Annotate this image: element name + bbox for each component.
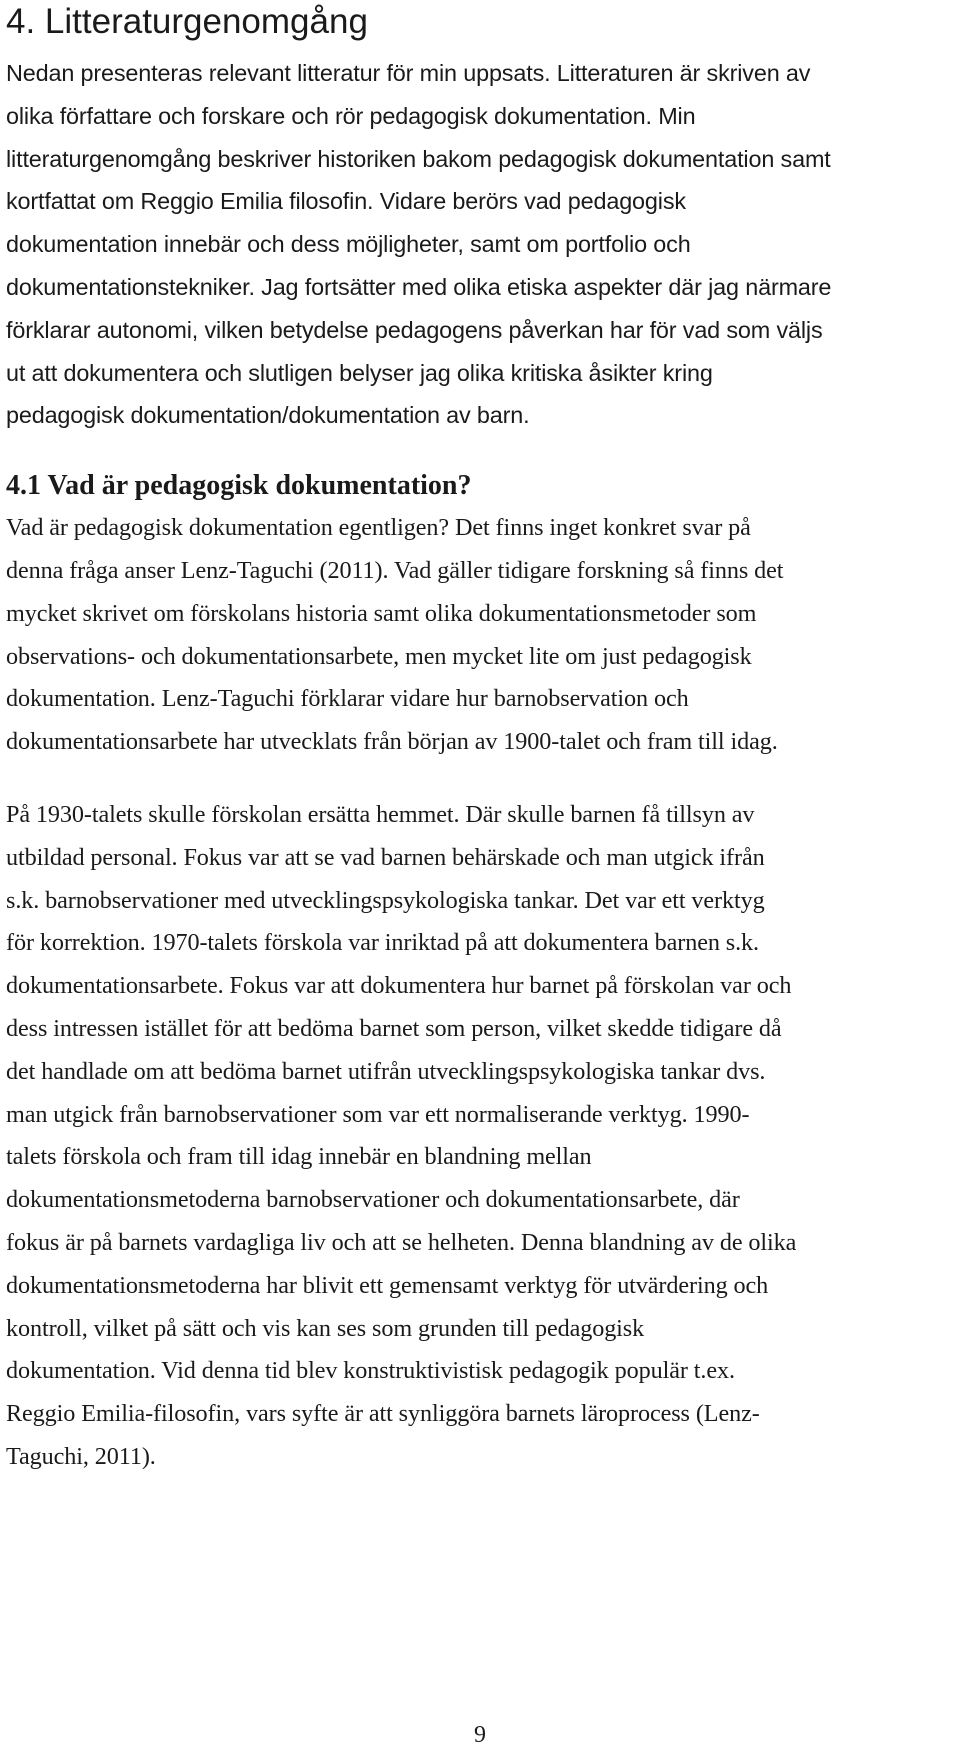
text-line: dokumentation. Vid denna tid blev konstruktivistisk pedagogik populär t.ex. <box>6 1357 735 1385</box>
text-line: dokumentationsarbete har utvecklats från början av 1900-talet och fram till idag. <box>6 728 778 756</box>
text-line: dokumentationsmetoderna barnobservationer och dokumentationsarbete, där <box>6 1186 740 1214</box>
text-line: dokumentationsarbete. Fokus var att dokumentera hur barnet på förskolan var och <box>6 972 792 1000</box>
text-line: dokumentation innebär och dess möjligheter, samt om portfolio och <box>6 231 691 258</box>
text-line: Reggio Emilia-filosofin, vars syfte är att synliggöra barnets läroprocess (Lenz- <box>6 1400 760 1428</box>
text-line: det handlade om att bedöma barnet utifrån utvecklingspsykologiska tankar dvs. <box>6 1057 766 1085</box>
text-line: Vad är pedagogisk dokumentation egentligen? Det finns inget konkret svar på <box>6 514 751 542</box>
text-line: denna fråga anser Lenz-Taguchi (2011). Vad gäller tidigare forskning så finns det <box>6 556 784 584</box>
text-line: fokus är på barnets vardagliga liv och att se helheten. Denna blandning av de olika <box>6 1228 797 1256</box>
text-line: olika författare och forskare och rör pedagogisk dokumentation. Min <box>6 102 696 129</box>
page-number: 9 <box>474 1722 486 1748</box>
text-line: dokumentationsmetoderna har blivit ett gemensamt verktyg för utvärdering och <box>6 1271 769 1299</box>
text-line: s.k. barnobservationer med utvecklingspsykologiska tankar. Det var ett verktyg <box>6 886 765 914</box>
text-line: dokumentationstekniker. Jag fortsätter med olika etiska aspekter där jag närmare <box>6 273 832 300</box>
text-line: På 1930-talets skulle förskolan ersätta hemmet. Där skulle barnen få tillsyn av <box>6 800 755 828</box>
text-line: talets förskola och fram till idag innebär en blandning mellan <box>6 1143 592 1171</box>
text-line: förklarar autonomi, vilken betydelse pedagogens påverkan har för vad som väljs <box>6 316 823 343</box>
text-line: pedagogisk dokumentation/dokumentation av barn. <box>6 402 530 429</box>
text-line: litteraturgenomgång beskriver historiken bakom pedagogisk dokumentation samt <box>6 145 831 172</box>
text-line: dess intressen istället för att bedöma barnet som person, vilket skedde tidigare då <box>6 1014 782 1042</box>
text-line: mycket skrivet om förskolans historia samt olika dokumentationsmetoder som <box>6 599 757 627</box>
text-line: kortfattat om Reggio Emilia filosofin. Vidare berörs vad pedagogisk <box>6 188 686 215</box>
section-heading: 4. Litteraturgenomgång <box>6 2 368 41</box>
text-line: dokumentation. Lenz-Taguchi förklarar vidare hur barnobservation och <box>6 685 689 713</box>
document-page <box>6 0 954 1479</box>
text-line: Nedan presenteras relevant litteratur för min uppsats. Litteraturen är skriven av <box>6 60 811 86</box>
subsection-heading: 4.1 Vad är pedagogisk dokumentation? <box>6 470 472 502</box>
intro-paragraph <box>6 52 954 437</box>
paragraph-2 <box>6 794 954 1479</box>
text-line: ut att dokumentera och slutligen belyser jag olika kritiska åsikter kring <box>6 359 713 386</box>
text-line: Taguchi, 2011). <box>6 1442 156 1470</box>
text-line: observations- och dokumentationsarbete, men mycket lite om just pedagogisk <box>6 642 752 670</box>
paragraph-1 <box>6 507 954 764</box>
text-line: för korrektion. 1970-talets förskola var inriktad på att dokumentera barnen s.k. <box>6 929 759 957</box>
text-line: kontroll, vilket på sätt och vis kan ses som grunden till pedagogisk <box>6 1314 645 1342</box>
text-line: man utgick från barnobservationer som var ett normaliserande verktyg. 1990- <box>6 1100 750 1128</box>
text-line: utbildad personal. Fokus var att se vad barnen behärskade och man utgick ifrån <box>6 843 765 871</box>
